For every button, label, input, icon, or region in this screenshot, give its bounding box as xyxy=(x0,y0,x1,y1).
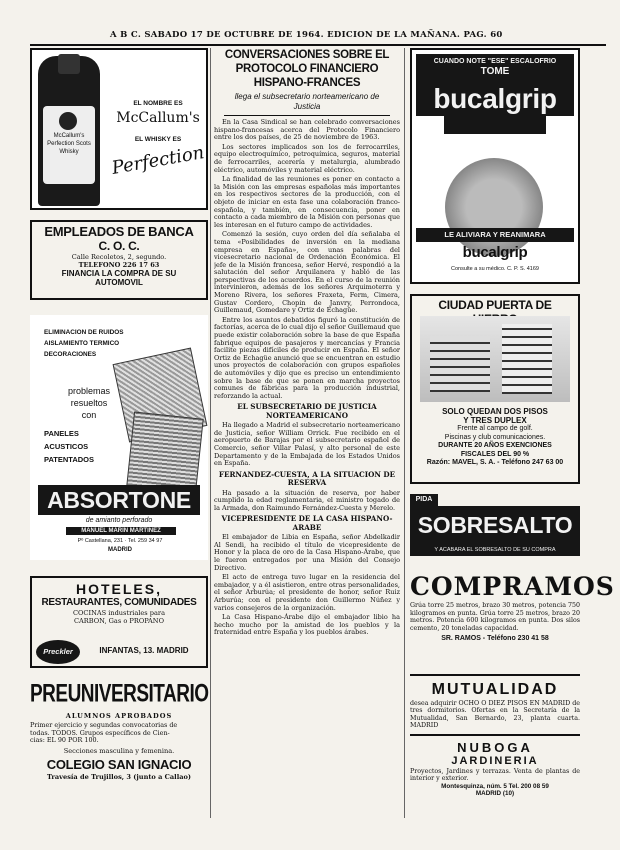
building-right xyxy=(502,324,552,394)
sobresalto-l1: PIDA xyxy=(410,494,438,506)
sobresalto-l2: Y ACABARA EL SOBRESALTO DE SU COMPRA xyxy=(410,544,580,556)
hierro-l6: FISCALES DEL 90 % xyxy=(460,450,530,458)
preuniv-title: PREUNIVERSITARIO xyxy=(30,680,209,708)
banca-line3: FINANCIA LA COMPRA DE SU xyxy=(61,269,177,279)
bucal-l1: CUANDO NOTE "ESE" ESCALOFRIO xyxy=(433,58,557,65)
absortone-maker: MANUEL MARIN MARTINEZ xyxy=(66,527,176,535)
bucal-top xyxy=(416,54,574,82)
preuniversitario-ad xyxy=(30,678,208,818)
puerta-hierro-ad xyxy=(410,294,580,484)
absortone-line: AISLAMIENTO TERMICO xyxy=(44,340,120,347)
preckler-l2: CARBON, Gas o PROPANO xyxy=(73,617,164,626)
mccallums-tagline: Perfection xyxy=(110,142,206,179)
bucal-l4: Consulte a su médico. C. P. S. 4169 xyxy=(451,266,539,272)
article-paragraph: Comenzó la sesión, cuyo orden del día señalaba el tema «Posibilidades de inversión en la mediana empresa en España», con unas palabras del vicesecretario nacional de Ordenación Económica. El jefe de la Misión francesa, señor Hervé, respondió a la salutación del señor Arquilanera y habló de las perspectivas de los acuerdos. En el curso de la reunión intervinieron, además de los señores Arquimoterra y Moreno Rivera, los señores Fraxeta, Ferm, Cimera, Gustav Cordero, Chopin de Janvry, Perrondoca, Guillemaud, Gomedare y Ortiz de Echagüe. xyxy=(214,230,400,315)
panel-graphic-2 xyxy=(126,412,203,494)
banca-address: Calle Recoletos, 2, segundo. xyxy=(71,253,167,261)
absortone-ad xyxy=(30,315,208,560)
header-rule xyxy=(30,44,606,46)
banca-title: EMPLEADOS DE BANCA xyxy=(44,224,194,239)
article-paragraph: Entre los asuntos debatidos figuró la constitución de factorías, acerca de lo cual dijo el señor Guillemaud que puede existir colaboración sobre la base de que España fabrique equipos de pasajeros y mercancías y Francia facilite piezas difíciles de producir en España. El señor Ortiz de Echagüe anunció que se encuentran en estudio unos proyectos de colaboración con grupos españoles de automóviles y dijo que es preciso un entendimiento sobre la base de que se ponen en marcha proyectos comunes de fábricas para la producción industrial, reforzando la actual. xyxy=(214,315,400,400)
absortone-city: MADRID xyxy=(108,547,132,553)
preckler-ad xyxy=(30,576,208,668)
product-line: PANELES xyxy=(44,429,79,438)
article-paragraph: El acto de entrega tuvo lugar en la residencia del embajador, y a él asistieron, entre otras personalidades, el señor Arburúa; el presidente de honor, señor Ruiz Arburúa; con el presidente don Guillermo Núñez y varios consejeros de la organización. xyxy=(214,573,400,612)
mccallums-ad xyxy=(30,48,208,210)
article-paragraph: El embajador de Libia en España, señor Abdelkadir Al Sendi, ha recibido el título de vicepresidente de Honor y la placa de oro de la Casa Hispano-Árabe, que le fueron entregados por una Misión del Consejo Directivo. xyxy=(214,533,400,572)
preckler-title2: RESTAURANTES, COMUNIDADES xyxy=(41,597,197,608)
banca-ad xyxy=(30,220,208,300)
article-subheading: FERNANDEZ-CUESTA, A LA SITUACION DE RESERVA xyxy=(218,469,396,488)
mccallums-line2: EL WHISKY ES xyxy=(134,136,182,143)
bucal-l2: TOME xyxy=(480,66,510,77)
preckler-title: HOTELES, xyxy=(75,581,162,597)
nuboga-title: NUBOGA xyxy=(457,740,533,755)
building-left xyxy=(430,336,490,392)
compramos-l2: SR. RAMOS - Teléfono 230 41 58 xyxy=(441,635,549,643)
preckler-logo: Preckler xyxy=(36,640,80,664)
preuniv-addr: Travesía de Trujillos, 3 (junto a Callao) xyxy=(47,773,191,782)
absortone-products xyxy=(44,427,124,466)
page-header: A B C. SABADO 17 DE OCTUBRE DE 1964. EDICION DE LA MAÑANA. PAG. 60 xyxy=(110,30,503,40)
mutualidad-ad xyxy=(410,680,580,736)
preckler-l1: COCINAS industriales para xyxy=(72,609,166,617)
absortone-lines xyxy=(44,327,164,360)
mccallums-brand: McCallum's xyxy=(116,110,200,126)
sobresalto-ad xyxy=(410,494,580,562)
article-paragraph: La finalidad de las reuniones es poner en contacto a la Misión con las empresas españolas más importantes en los respectivos sectores de la producción, con el objeto de iniciar en esta fase una colaboración franco-española, y también, en consecuencia, poner en contacto a cada miembro de la Misión con personas que les interesan en el futuro campo de actividades. xyxy=(214,175,400,229)
nuboga-sub: JARDINERIA xyxy=(451,755,539,767)
banca-org: C. O. C. xyxy=(98,239,140,253)
absortone-line: DECORACIONES xyxy=(44,351,97,358)
bucalgrip-ad xyxy=(410,48,580,284)
whisky-bottle xyxy=(38,56,100,206)
nuboga-l1: Proyectos, Jardines y terrazas. Venta de plantas de interior y exterior. xyxy=(410,768,580,783)
preuniv-school: COLEGIO SAN IGNACIO xyxy=(46,757,192,773)
bucal-brand: bucalgrip xyxy=(416,82,574,116)
nuboga-l3: MADRID (10) xyxy=(475,789,515,797)
compramos-title: COMPRAMOS xyxy=(410,572,615,601)
problems-line: resueltos xyxy=(70,398,108,408)
article-paragraph: Ha pasado a la situación de reserva, por haber cumplido la edad reglamentaria, el ministro togado de la Armada, don Raimundo Fernández-Cuesta y Merelo. xyxy=(214,488,400,512)
column-rule xyxy=(404,48,405,818)
bucal-strip xyxy=(444,116,546,134)
preuniv-line: todas. TODOS. Grupos específicos de Cien- xyxy=(30,728,170,737)
bottle-cap xyxy=(58,54,80,74)
mccallums-line1: EL NOMBRE ES xyxy=(133,100,183,107)
problems-line: con xyxy=(81,410,97,420)
absortone-brand: ABSORTONE xyxy=(38,485,200,515)
bucal-l3: LE ALIVIARA Y REANIMARA xyxy=(416,228,574,242)
hierro-l7: Razón: MAVEL, S. A. - Teléfono 247 63 00 xyxy=(426,459,564,466)
article-paragraph: Ha llegado a Madrid el subsecretario norteamericano de Justicia, señor William Orrick. Fue recibido en el aeropuerto de Barajas por el subsecretario español de Comercio, señor Villar Palasí, y alto personal de este Departamento y de la Embajada de los Estados Unidos en España. xyxy=(214,421,400,468)
article-title: CONVERSACIONES SOBRE EL PROTOCOLO FINANCIERO HISPANO-FRANCES xyxy=(224,49,390,89)
hierro-title: CIUDAD PUERTA DE xyxy=(438,298,552,312)
absortone-line: ELIMINACION DE RUIDOS xyxy=(44,329,124,336)
article-subheading: VICEPRESIDENTE DE LA CASA HISPANO-ARABE xyxy=(221,514,393,532)
compramos-l1: Grúa torre 25 metros, brazo 30 metros, potencia 750 kilogramos en punta. Grúa torre 25 metros, brazo 20 metros. Potencia 600 kilogramos en punta. Dos silos cemento, 20 toneladas capacidad. xyxy=(410,602,580,632)
banca-line4: AUTOMOVIL xyxy=(95,278,143,288)
hierro-text xyxy=(416,408,574,468)
absortone-sub: de amianto perforado xyxy=(85,517,153,524)
banca-phone: TELEFONO 226 17 63 xyxy=(78,261,160,270)
preuniv-line: cias: EL 90 POR 100. xyxy=(30,736,99,745)
article-paragraph: En la Casa Sindical se han celebrado conversaciones hispano-francesas acerca del Protocolo Financiero entre los dos países, de 25 de noviembre de 1963. xyxy=(214,118,400,142)
article-column xyxy=(214,48,400,818)
article-subheading: EL SUBSECRETARIO DE JUSTICIA NORTEAMERICANO xyxy=(237,402,377,420)
column-rule xyxy=(210,48,211,818)
hierro-l4: Piscinas y club comunicaciones. xyxy=(444,433,546,441)
nuboga-ad xyxy=(410,740,580,818)
bucal-brand2: bucalgrip xyxy=(462,244,528,261)
product-line: ACUSTICOS xyxy=(44,442,89,451)
preuniv-line: Primer ejercicio y segundas convocatorias de xyxy=(30,721,178,730)
sobresalto-brand: SOBRESALTO xyxy=(410,506,580,544)
bottle-emblem xyxy=(59,112,77,130)
bottle-label: McCallum's Perfection Scots Whisky xyxy=(43,106,95,184)
hierro-l2: Y TRES DUPLEX xyxy=(463,415,527,425)
preuniv-body xyxy=(30,722,208,745)
building-illustration xyxy=(420,316,570,402)
article-subtitle: llega el subsecretario norteamericano de Justicia xyxy=(224,92,390,116)
nuboga-l2: Montesquinza, núm. 5 Tel. 200 08 59 xyxy=(441,782,549,790)
mutualidad-l1: desea adquirir OCHO O DIEZ PISOS EN MADRID de tres dormitorios. Ofertas en la Secretaría de la Mutualidad, San Bernardo, 23, planta cuarta. MADRID xyxy=(410,700,580,730)
compramos-ad xyxy=(410,572,615,676)
article-paragraph: La Casa Hispano-Árabe dijo el embajador libio ha hecho mucho por la amistad de los pueblos y la fraternidad entre España y los pueblos árabes. xyxy=(214,613,400,637)
hierro-l5: DURANTE 20 AÑOS EXENCIONES xyxy=(438,442,552,449)
preuniv-l1: ALUMNOS APROBADOS xyxy=(65,712,173,720)
absortone-problems xyxy=(54,385,124,421)
preckler-addr: INFANTAS, 13. MADRID xyxy=(99,646,189,655)
preuniv-l5: Secciones masculina y femenina. xyxy=(63,746,175,755)
problems-line: problemas xyxy=(67,386,111,396)
absortone-addr: Pº Castellana, 231 · Tel. 259 34 97 xyxy=(77,538,163,544)
hierro-l3: Frente al campo de golf. xyxy=(457,425,533,432)
mutualidad-title: MUTUALIDAD xyxy=(431,681,559,698)
hierro-l1: SOLO QUEDAN DOS PISOS xyxy=(442,407,548,416)
article-paragraph: Los sectores implicados son los de ferrocarriles, equipo electroquímico, petroquímica, seguros, material de ferrocarriles, acerería y metalurgia, alumbrado eléctrico, automóviles y material eléctrico. xyxy=(214,142,400,174)
product-line: PATENTADOS xyxy=(44,455,94,464)
